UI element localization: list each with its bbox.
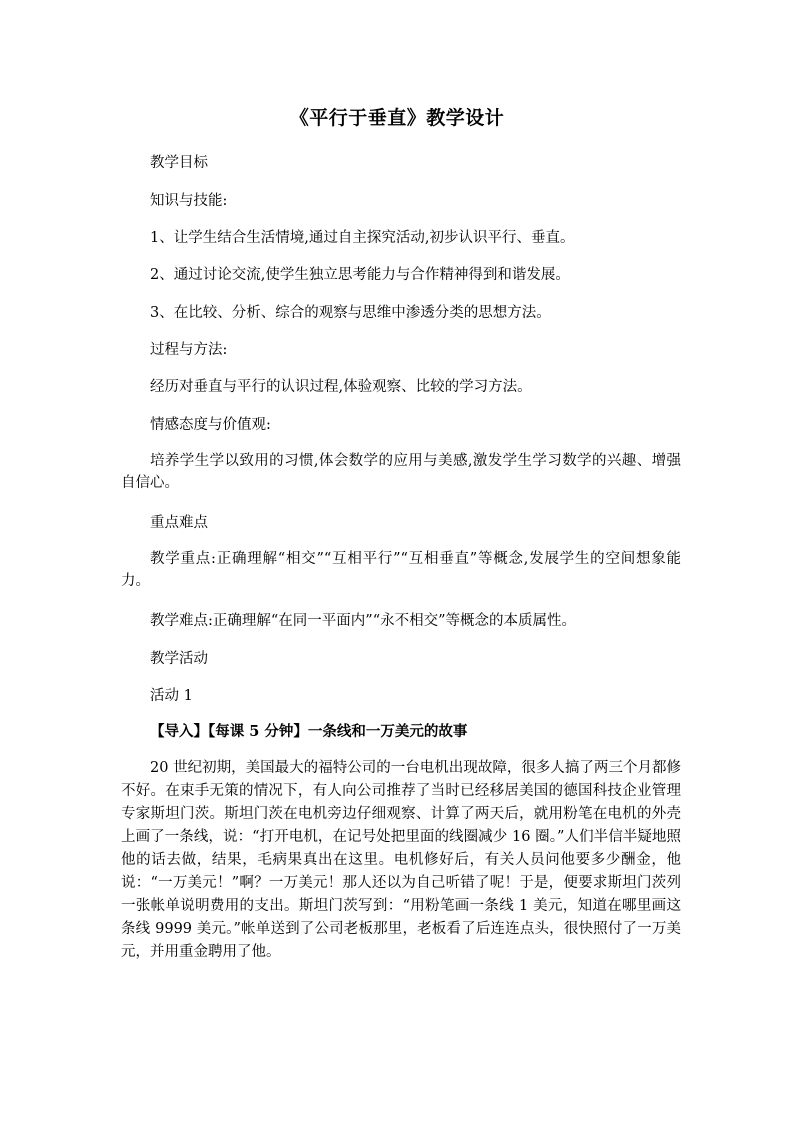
process-text: 经历对垂直与平行的认识过程,体验观察、比较的学习方法。 bbox=[150, 379, 532, 395]
knowledge-item-1: 1、让学生结合生活情境,通过自主探究活动,初步认识平行、垂直。 bbox=[150, 230, 575, 246]
process-heading: 过程与方法: bbox=[150, 342, 228, 358]
knowledge-item-2: 2、通过讨论交流,使学生独立思考能力与合作精神得到和谐发展。 bbox=[150, 267, 570, 283]
document-title: 《平行于垂直》教学设计 bbox=[289, 107, 505, 129]
key-point-text: 教学重点:正确理解“相交”“互相平行”“互相垂直”等概念,发展学生的空间想象能力。 bbox=[121, 551, 681, 589]
difficulty-text: 教学难点:正确理解“在同一平面内”“永不相交”等概念的本质属性。 bbox=[150, 613, 577, 629]
activities-heading: 教学活动 bbox=[150, 651, 208, 667]
story-text: 20 世纪初期，美国最大的福特公司的一台电机出现故障，很多人搞了两三个月都修不好。在束手无策的情况下，有人向公司推荐了当时已经移居美国的德国科技企业管理专家斯坦门茨。斯坦门茨在电机旁边仔细观察、计算了两天后，就用粉笔在电机的外壳上画了一条线，说：“打开电机，在记号处把里面的线圈减少 16 圈。”人们半信半疑地照他的话去做，结果，毛病果真出在这里。电机修好后，有关人员问他要多少酬金，他说：“一万美元！”啊？一万美元！那人还以为自己听错了呢！于是，便要求斯坦门茨列一张帐单说明费用的支出。斯坦门茨写到：“用粉笔画一条线 1 美元，知道在哪里画这条线 9999 美元。”帐单送到了公司老板那里，老板看了后连连点头，很快照付了一万美元，并用重金聘用了他。 bbox=[121, 760, 681, 960]
knowledge-heading: 知识与技能: bbox=[150, 193, 228, 209]
key-points-heading: 重点难点 bbox=[150, 515, 208, 531]
knowledge-item-3: 3、在比较、分析、综合的观察与思维中渗透分类的思想方法。 bbox=[150, 305, 551, 321]
emotion-heading: 情感态度与价值观: bbox=[150, 417, 271, 433]
emotion-text: 培养学生学以致用的习惯,体会数学的应用与美感,激发学生学习数学的兴趣、增强自信心。 bbox=[121, 453, 681, 491]
goals-heading: 教学目标 bbox=[150, 155, 208, 171]
activity-label: 活动 1 bbox=[150, 688, 193, 704]
intro-title: 【导入】【每课 5 分钟】一条线和一万美元的故事 bbox=[150, 723, 468, 740]
